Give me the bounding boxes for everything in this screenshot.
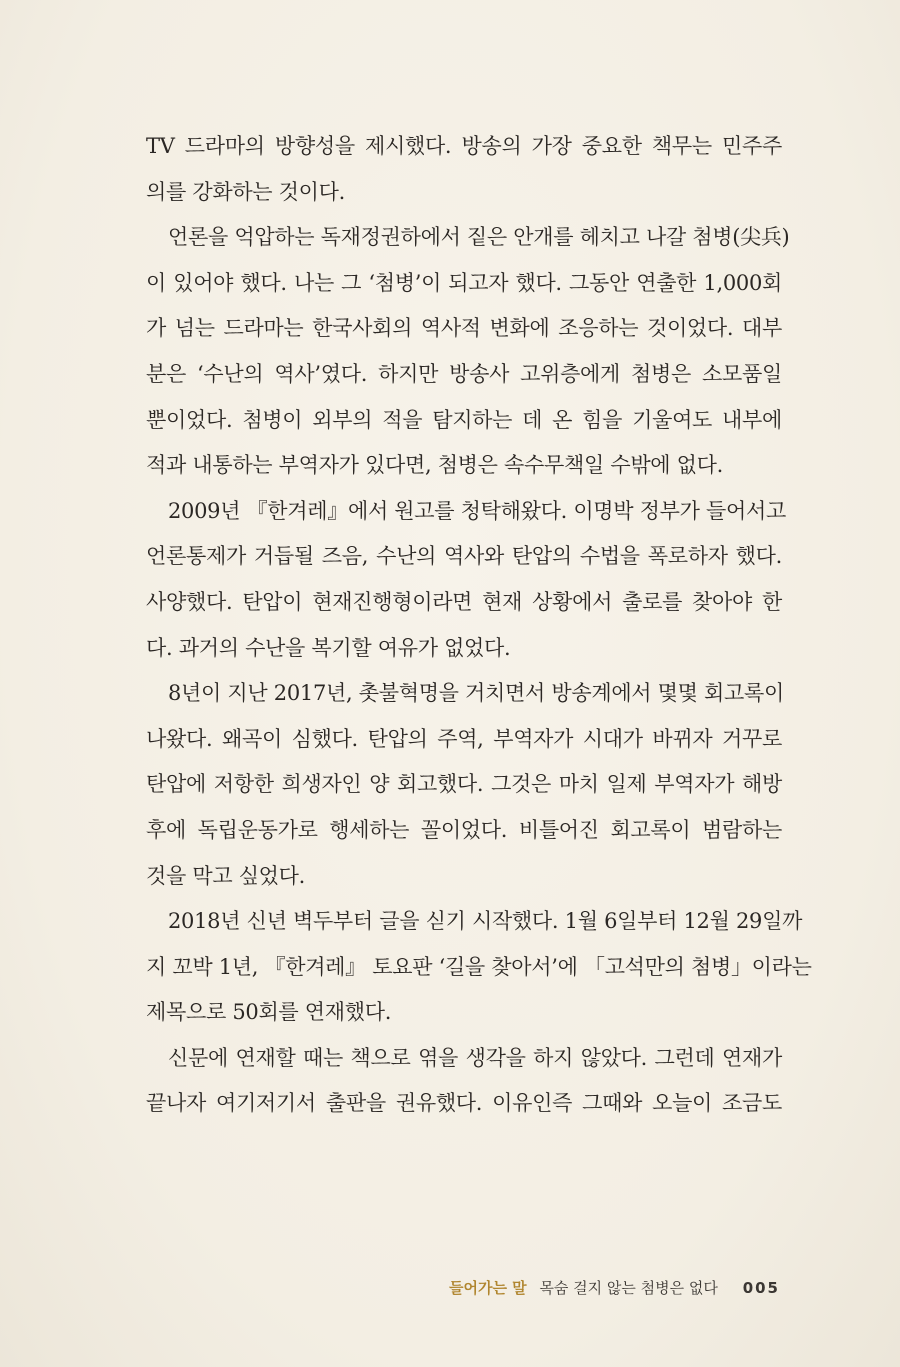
running-footer	[449, 1276, 780, 1300]
page-number: 005	[742, 1279, 780, 1297]
text-line: 나왔다. 왜곡이 심했다. 탄압의 주역, 부역자가 시대가 바뀌자 거꾸로	[146, 726, 782, 751]
text-line: 이 있어야 했다. 나는 그 ‘첨병’이 되고자 했다. 그동안 연출한 1,000회	[146, 270, 782, 295]
text-line: 지 꼬박 1년, 『한겨레』 토요판 ‘길을 찾아서’에 「고석만의 첨병」이라는	[146, 954, 812, 979]
footer-chapter-title: 목숨 걸지 않는 첨병은 없다	[539, 1279, 718, 1297]
text-line: 탄압에 저항한 희생자인 양 회고했다. 그것은 마치 일제 부역자가 해방	[146, 772, 782, 797]
text-line: 언론을 억압하는 독재정권하에서 짙은 안개를 헤치고 나갈 첨병(尖兵)	[168, 225, 790, 250]
text-line: 끝나자 여기저기서 출판을 권유했다. 이유인즉 그때와 오늘이 조금도	[146, 1091, 782, 1116]
text-line: 적과 내통하는 부역자가 있다면, 첨병은 속수무책일 수밖에 없다.	[146, 453, 724, 478]
footer-section-label: 들어가는 말	[448, 1279, 527, 1297]
text-line: 8년이 지난 2017년, 촛불혁명을 거치면서 방송계에서 몇몇 회고록이	[168, 681, 784, 706]
text-line: 것을 막고 싶었다.	[146, 863, 306, 888]
text-line: 2009년 『한겨레』에서 원고를 청탁해왔다. 이명박 정부가 들어서고	[168, 498, 786, 523]
text-line: 다. 과거의 수난을 복기할 여유가 없었다.	[146, 635, 511, 660]
text-line: 가 넘는 드라마는 한국사회의 역사적 변화에 조응하는 것이었다. 대부	[146, 316, 782, 341]
text-line: TV 드라마의 방향성을 제시했다. 방송의 가장 중요한 책무는 민주주	[146, 134, 782, 158]
text-line: 분은 ‘수난의 역사’였다. 하지만 방송사 고위층에게 첨병은 소모품일	[146, 361, 782, 386]
text-line: 언론통제가 거듭될 즈음, 수난의 역사와 탄압의 수법을 폭로하자 했다.	[146, 544, 782, 569]
text-line: 제목으로 50회를 연재했다.	[146, 1000, 392, 1025]
text-line: 의를 강화하는 것이다.	[146, 179, 345, 204]
text-line: 2018년 신년 벽두부터 글을 싣기 시작했다. 1월 6일부터 12월 29일까	[168, 909, 803, 934]
text-line: 후에 독립운동가로 행세하는 꼴이었다. 비틀어진 회고록이 범람하는	[146, 817, 782, 842]
body-text	[146, 124, 812, 1127]
text-line: 사양했다. 탄압이 현재진행형이라면 현재 상황에서 출로를 찾아야 한	[146, 589, 782, 614]
text-line: 신문에 연재할 때는 책으로 엮을 생각을 하지 않았다. 그런데 연재가	[168, 1045, 782, 1070]
text-line: 뿐이었다. 첨병이 외부의 적을 탐지하는 데 온 힘을 기울여도 내부에	[146, 407, 782, 432]
